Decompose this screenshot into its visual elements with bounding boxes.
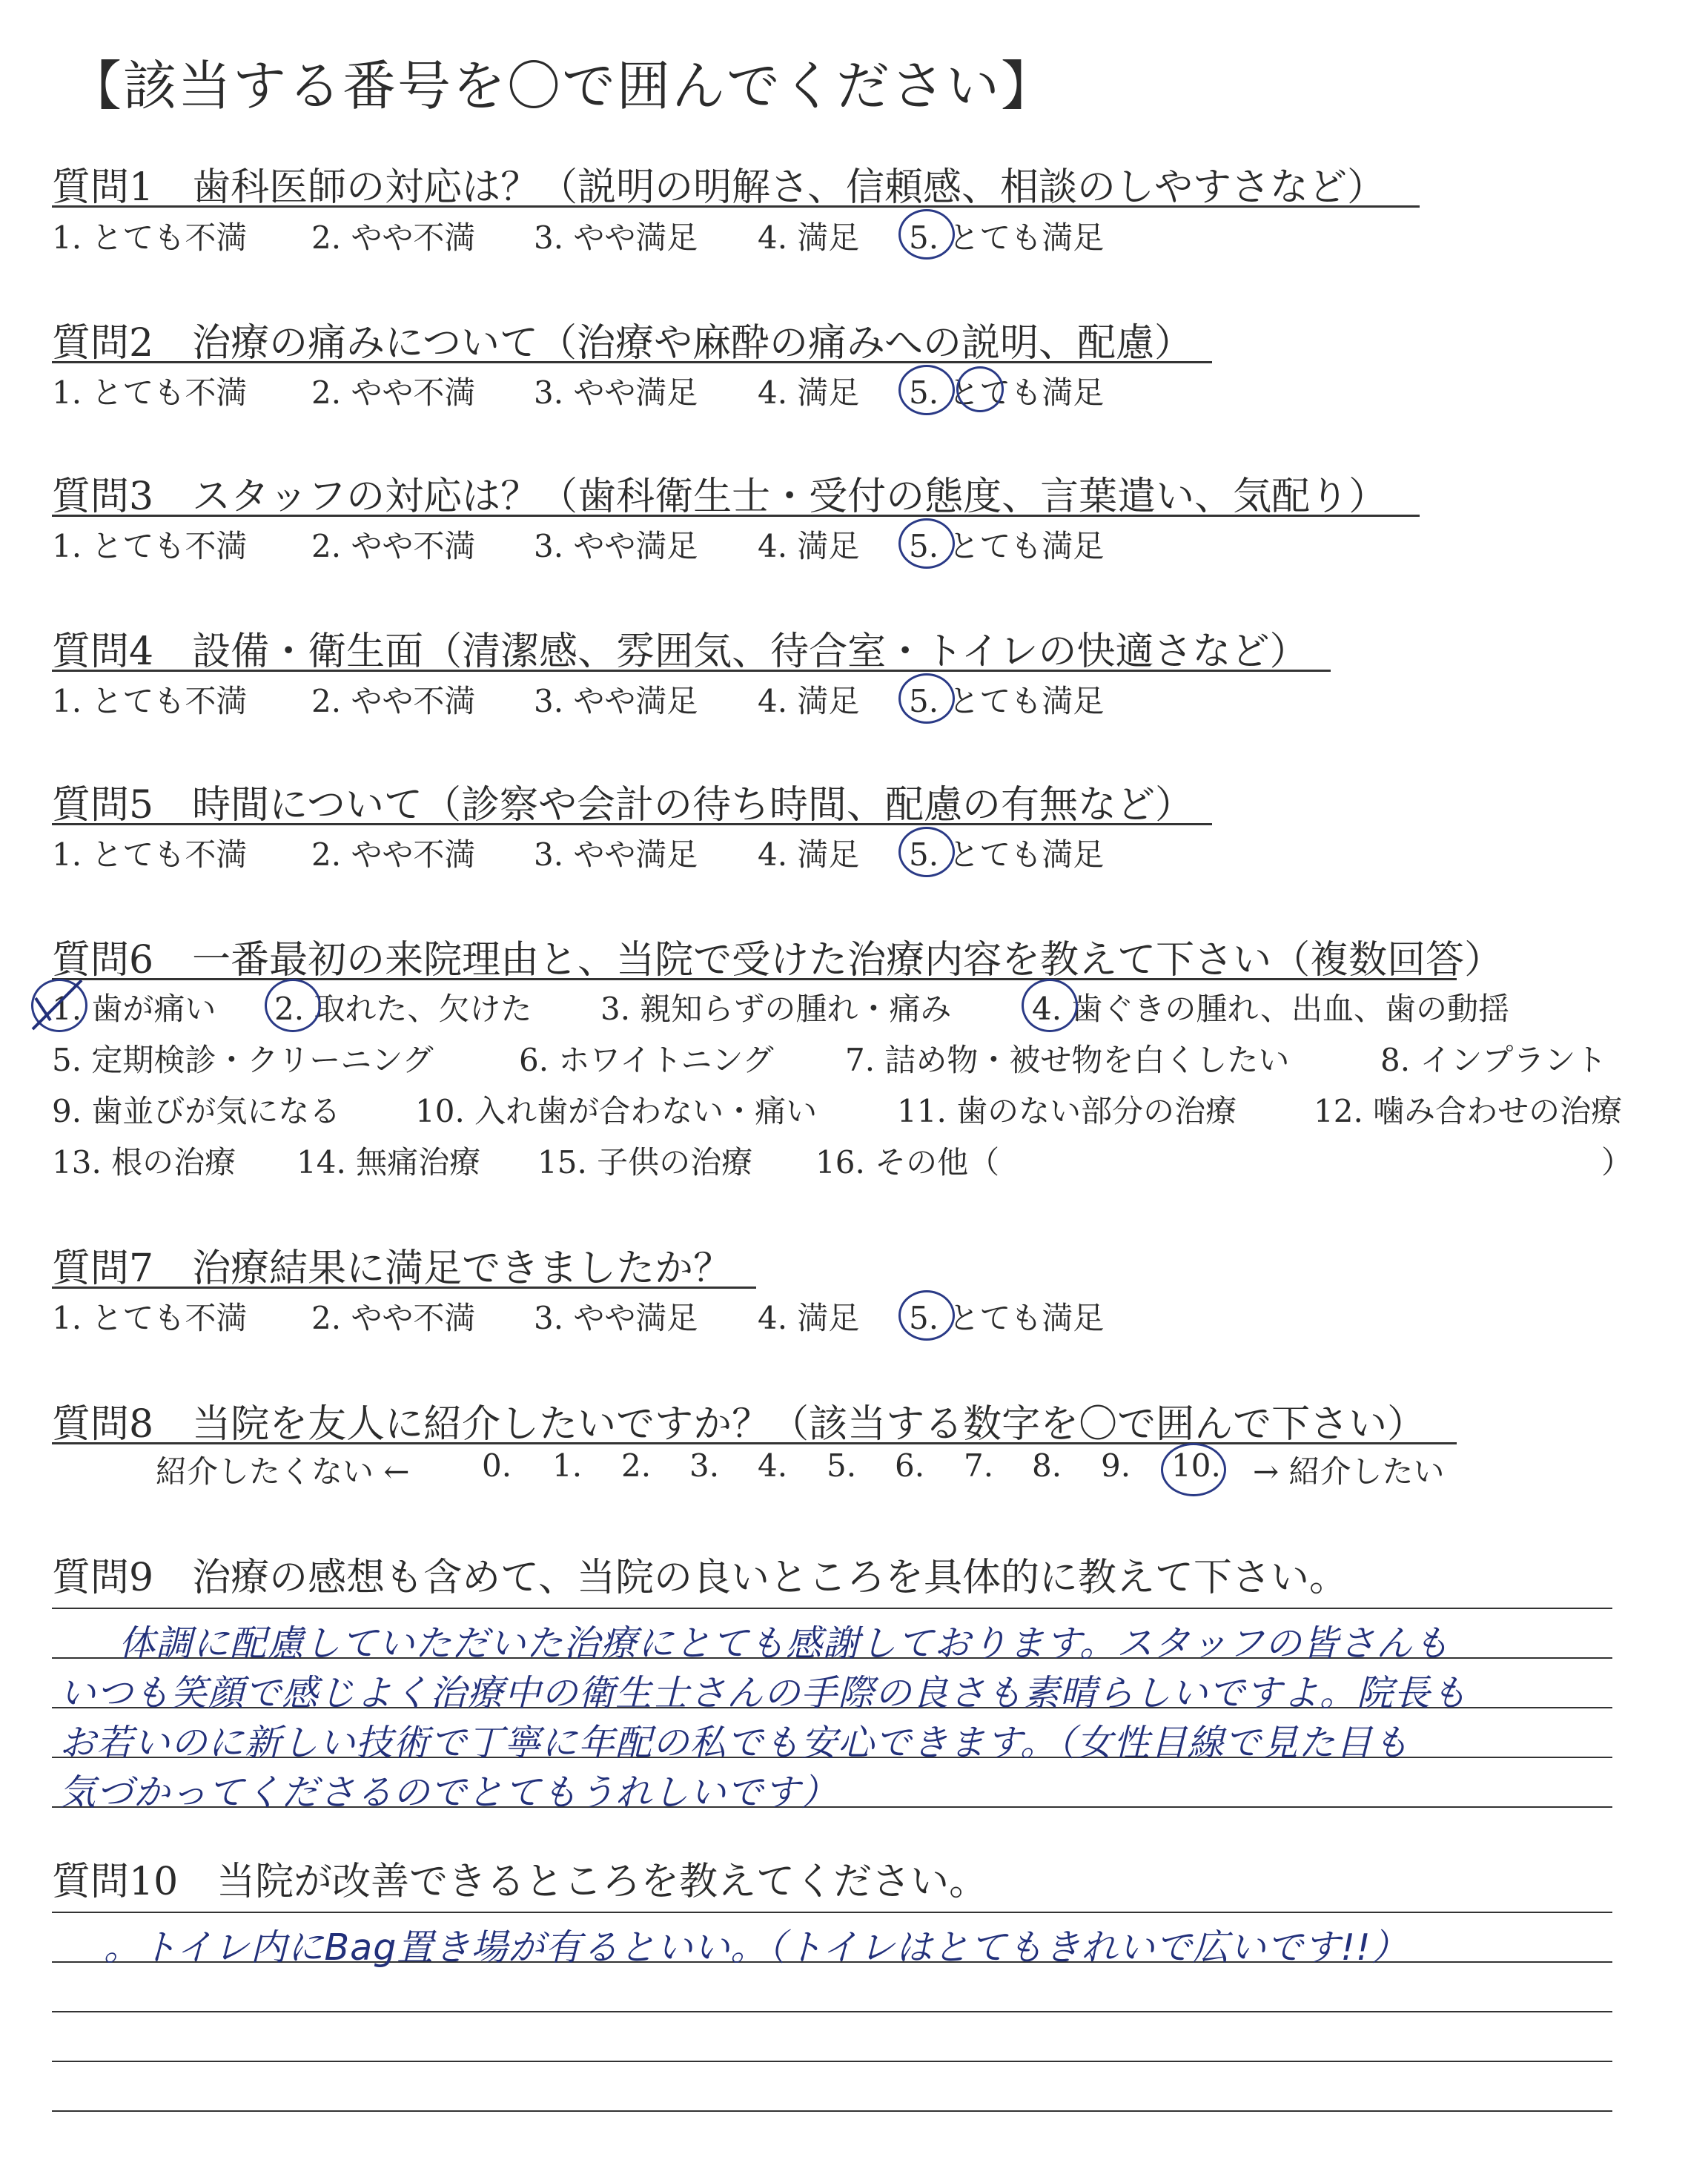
- option-2[interactable]: 2. やや不満: [311, 374, 476, 411]
- option-10[interactable]: 10. 入れ歯が合わない・痛い: [415, 1093, 818, 1129]
- scale-right-label: → 紹介したい: [1253, 1453, 1445, 1490]
- selection-circle: [898, 365, 955, 415]
- answer-line: [52, 2061, 1612, 2062]
- option-2[interactable]: 2. やや不満: [311, 1300, 476, 1336]
- option-2[interactable]: 2. やや不満: [311, 836, 476, 873]
- scale-5[interactable]: 5.: [827, 1447, 857, 1484]
- question-heading: 質問1 歯科医師の対応は？（説明の明解さ、信頼感、相談のしやすさなど）: [52, 165, 1386, 210]
- selection-circle: [898, 827, 955, 877]
- question-heading: 質問9 治療の感想も含めて、当院の良いところを具体的に教えて下さい。: [52, 1556, 1348, 1600]
- page-title: 【該当する番号を〇で囲んでください】: [68, 55, 1056, 117]
- scale-0[interactable]: 0.: [482, 1447, 512, 1484]
- option-2[interactable]: 2. 取れた、欠けた: [274, 991, 532, 1027]
- option-15[interactable]: 15. 子供の治療: [537, 1144, 753, 1180]
- answer-line: [52, 2011, 1612, 2012]
- selection-circle: [898, 209, 955, 260]
- option-13[interactable]: 13. 根の治療: [52, 1144, 236, 1180]
- option-5[interactable]: 5. とても満足: [909, 374, 1105, 411]
- scale-left-label: 紹介したくない ←: [156, 1453, 410, 1490]
- heading-underline: [52, 978, 1457, 980]
- scale-3[interactable]: 3.: [689, 1447, 720, 1484]
- question-heading: 質問7 治療結果に満足できましたか？: [52, 1246, 732, 1291]
- scale-10[interactable]: 10.: [1171, 1447, 1221, 1484]
- option-4[interactable]: 4. 歯ぐきの腫れ、出血、歯の動揺: [1032, 991, 1509, 1027]
- question-heading: 質問3 スタッフの対応は？（歯科衛生士・受付の態度、言葉遣い、気配り）: [52, 475, 1388, 519]
- option-5[interactable]: 5. 定期検診・クリーニング: [52, 1042, 434, 1078]
- option-3[interactable]: 3. やや満足: [534, 1300, 698, 1336]
- option-4[interactable]: 4. 満足: [758, 683, 860, 719]
- heading-underline: [52, 670, 1331, 672]
- option-4[interactable]: 4. 満足: [758, 528, 860, 564]
- answer-text-line: いつも笑顔で感じよく治療中の衛生士さんの手際の良さも素晴らしいですよ。院長も: [59, 1672, 1469, 1714]
- other-close-paren: ）: [1601, 1144, 1633, 1180]
- option-1[interactable]: 1. とても不満: [52, 683, 248, 719]
- selection-circle: [898, 518, 955, 569]
- answer-line: [52, 2110, 1612, 2112]
- option-12[interactable]: 12. 噛み合わせの治療: [1314, 1093, 1623, 1129]
- check-mark-icon: [28, 976, 87, 1032]
- selection-circle: [265, 979, 321, 1032]
- option-4[interactable]: 4. 満足: [758, 836, 860, 873]
- scale-2[interactable]: 2.: [621, 1447, 652, 1484]
- question-heading: 質問6 一番最初の来院理由と、当院で受けた治療内容を教えて下さい（複数回答）: [52, 938, 1503, 982]
- selection-circle: [1161, 1443, 1226, 1496]
- option-4[interactable]: 4. 満足: [758, 1300, 860, 1336]
- option-3[interactable]: 3. やや満足: [534, 374, 698, 411]
- option-3[interactable]: 3. やや満足: [534, 219, 698, 256]
- heading-underline: [52, 205, 1420, 208]
- extra-circle: [956, 366, 1004, 412]
- scale-7[interactable]: 7.: [964, 1447, 994, 1484]
- question-heading: 質問10 当院が改善できるところを教えてください。: [52, 1860, 988, 1904]
- option-3[interactable]: 3. 親知らずの腫れ・痛み: [600, 991, 952, 1027]
- option-2[interactable]: 2. やや不満: [311, 219, 476, 256]
- option-5[interactable]: 5. とても満足: [909, 1300, 1105, 1336]
- option-1[interactable]: 1. とても不満: [52, 374, 248, 411]
- option-6[interactable]: 6. ホワイトニング: [519, 1042, 774, 1078]
- question-heading: 質問2 治療の痛みについて（治療や麻酔の痛みへの説明、配慮）: [52, 321, 1194, 366]
- heading-underline: [52, 515, 1420, 517]
- option-11[interactable]: 11. 歯のない部分の治療: [897, 1093, 1237, 1129]
- answer-line: [52, 1608, 1612, 1609]
- heading-underline: [52, 823, 1212, 825]
- selection-circle: [898, 1290, 955, 1341]
- option-3[interactable]: 3. やや満足: [534, 683, 698, 719]
- option-9[interactable]: 9. 歯並びが気になる: [52, 1093, 341, 1129]
- scale-8[interactable]: 8.: [1032, 1447, 1062, 1484]
- heading-underline: [52, 1442, 1457, 1444]
- answer-text-line: 。トイレ内にBag置き場が有るといい。（トイレはとてもきれいで広いです!!）: [104, 1926, 1409, 1969]
- option-5[interactable]: 5. とても満足: [909, 683, 1105, 719]
- question-heading: 質問4 設備・衛生面（清潔感、雰囲気、待合室・トイレの快適さなど）: [52, 630, 1308, 674]
- option-1[interactable]: 1. 歯が痛い: [52, 991, 216, 1027]
- option-16[interactable]: 16. その他（: [815, 1144, 1000, 1180]
- option-5[interactable]: 5. とても満足: [909, 836, 1105, 873]
- option-4[interactable]: 4. 満足: [758, 219, 860, 256]
- answer-text-line: 気づかってくださるのでとてもうれしいです）: [59, 1771, 838, 1814]
- question-heading: 質問8 当院を友人に紹介したいですか？（該当する数字を〇で囲んで下さい）: [52, 1402, 1426, 1447]
- option-1[interactable]: 1. とても不満: [52, 219, 248, 256]
- option-3[interactable]: 3. やや満足: [534, 528, 698, 564]
- option-8[interactable]: 8. インプラント: [1380, 1042, 1607, 1078]
- option-1[interactable]: 1. とても不満: [52, 528, 248, 564]
- option-7[interactable]: 7. 詰め物・被せ物を白くしたい: [845, 1042, 1290, 1078]
- option-14[interactable]: 14. 無痛治療: [297, 1144, 481, 1180]
- scale-1[interactable]: 1.: [552, 1447, 583, 1484]
- answer-text-line: 体調に配慮していただいた治療にとても感謝しております。スタッフの皆さんも: [119, 1622, 1451, 1665]
- option-1[interactable]: 1. とても不満: [52, 1300, 248, 1336]
- selection-circle: [1022, 979, 1078, 1032]
- option-2[interactable]: 2. やや不満: [311, 683, 476, 719]
- question-heading: 質問5 時間について（診察や会計の待ち時間、配慮の有無など）: [52, 783, 1194, 828]
- scale-4[interactable]: 4.: [758, 1447, 788, 1484]
- scale-9[interactable]: 9.: [1101, 1447, 1131, 1484]
- option-5[interactable]: 5. とても満足: [909, 219, 1105, 256]
- heading-underline: [52, 361, 1212, 363]
- answer-line: [52, 1912, 1612, 1913]
- option-1[interactable]: 1. とても不満: [52, 836, 248, 873]
- option-3[interactable]: 3. やや満足: [534, 836, 698, 873]
- answer-text-line: お若いのに新しい技術で丁寧に年配の私でも安心できます。（女性目線で見た目も: [59, 1722, 1410, 1764]
- scale-6[interactable]: 6.: [895, 1447, 925, 1484]
- option-2[interactable]: 2. やや不満: [311, 528, 476, 564]
- heading-underline: [52, 1287, 756, 1289]
- option-4[interactable]: 4. 満足: [758, 374, 860, 411]
- option-5[interactable]: 5. とても満足: [909, 528, 1105, 564]
- selection-circle: [898, 673, 955, 724]
